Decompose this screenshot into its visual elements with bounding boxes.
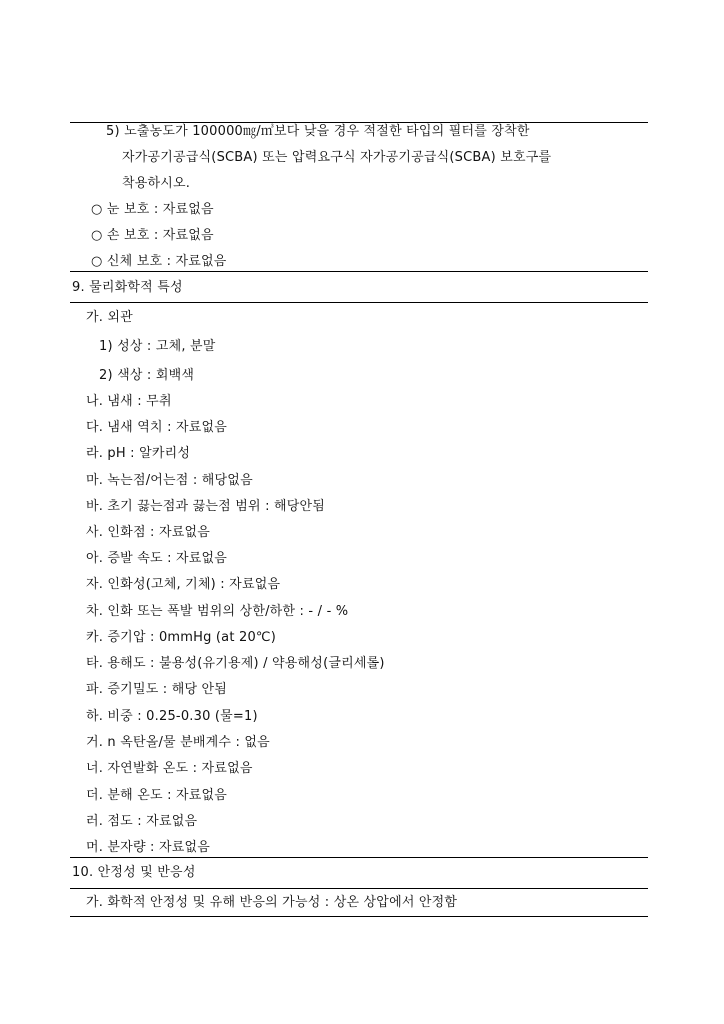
stability-item: 가. 화학적 안정성 및 유해 반응의 가능성 : 상온 상압에서 안정함: [86, 895, 458, 910]
protection-note-line-1: 5) 노출농도가 100000㎎/㎥보다 낮을 경우 적절한 타입의 필터를 장착한: [106, 124, 530, 139]
hand-protection: ○ 손 보호 : 자료없음: [91, 228, 214, 243]
rule-section9-bottom: [70, 302, 648, 303]
rule-section10-top: [70, 857, 648, 858]
rule-bottom: [70, 916, 648, 917]
rule-section10-bottom: [70, 888, 648, 889]
property-form: 1) 성상 : 고체, 분말: [99, 339, 216, 354]
property-evaporation-rate: 아. 증발 속도 : 자료없음: [86, 551, 228, 566]
property-ph: 라. pH : 알카리성: [86, 446, 191, 461]
property-specific-gravity: 하. 비중 : 0.25-0.30 (물=1): [86, 709, 258, 724]
protection-note-line-3: 착용하시오.: [122, 176, 191, 191]
property-viscosity: 러. 점도 : 자료없음: [86, 814, 198, 829]
protection-note-line-2: 자가공기공급식(SCBA) 또는 압력요구식 자가공기공급식(SCBA) 보호구를: [122, 150, 552, 165]
body-protection: ○ 신체 보호 : 자료없음: [91, 254, 227, 269]
property-autoignition: 너. 자연발화 온도 : 자료없음: [86, 761, 253, 776]
property-odor-threshold: 다. 냄새 역치 : 자료없음: [86, 420, 228, 435]
section10-heading: 10. 안정성 및 반응성: [72, 865, 196, 880]
property-flammability: 자. 인화성(고체, 기체) : 자료없음: [86, 577, 281, 592]
eye-protection: ○ 눈 보호 : 자료없음: [91, 202, 214, 217]
property-boiling-point: 바. 초기 끓는점과 끓는점 범위 : 해당안됨: [86, 499, 326, 514]
property-melting-point: 마. 녹는점/어는점 : 해당없음: [86, 473, 253, 488]
property-appearance: 가. 외관: [86, 310, 133, 325]
property-vapor-pressure: 카. 증기압 : 0mmHg (at 20℃): [86, 630, 276, 645]
property-flash-point: 사. 인화점 : 자료없음: [86, 525, 210, 540]
property-molecular-weight: 머. 분자량 : 자료없음: [86, 840, 210, 855]
property-solubility: 타. 용해도 : 불용성(유기용제) / 약용해성(글리세롤): [86, 656, 385, 671]
rule-top: [70, 122, 648, 123]
property-explosive-limits: 차. 인화 또는 폭발 범위의 상한/하한 : - / - %: [86, 604, 349, 619]
property-odor: 나. 냄새 : 무취: [86, 394, 172, 409]
section9-heading: 9. 물리화학적 특성: [72, 280, 183, 295]
property-decomposition: 더. 분해 온도 : 자료없음: [86, 788, 228, 803]
property-color: 2) 색상 : 회백색: [99, 368, 195, 383]
rule-section9-top: [70, 271, 648, 272]
property-partition-coefficient: 거. n 옥탄올/물 분배계수 : 없음: [86, 735, 270, 750]
property-vapor-density: 파. 증기밀도 : 해당 안됨: [86, 682, 228, 697]
